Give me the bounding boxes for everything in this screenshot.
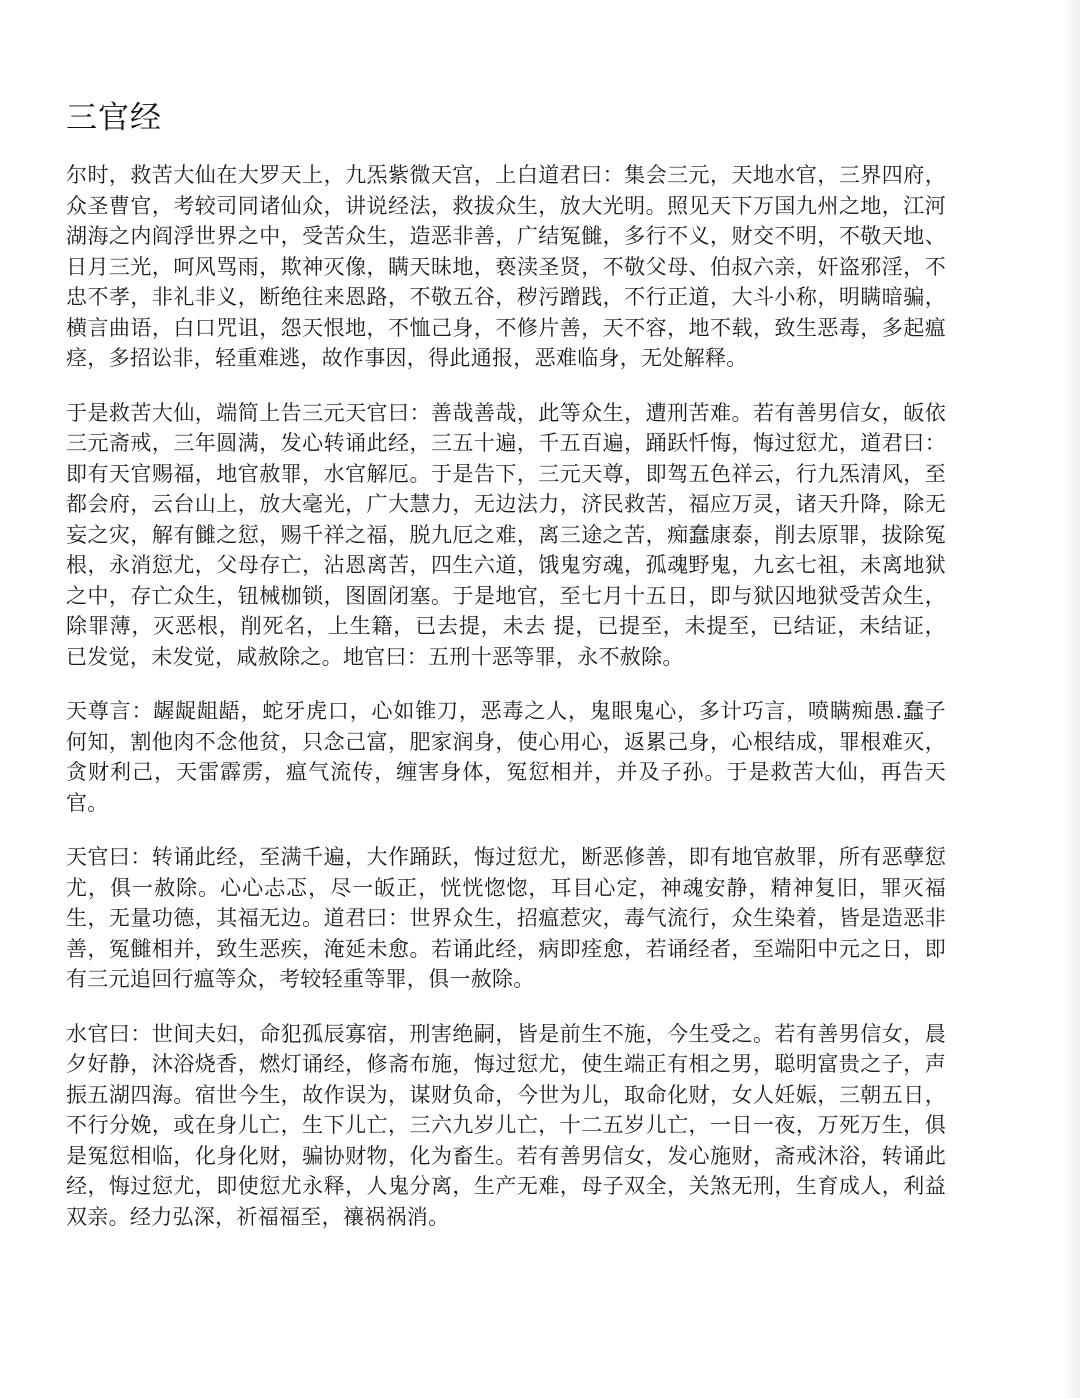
page-edge-shadow (1062, 0, 1080, 1398)
paragraph-2: 于是救苦大仙，端简上告三元天官曰：善哉善哉，此等众生，遭刑苦难。若有善男信女，皈依三元斋戒，三年圆满，发心转诵此经，三五十遍，千五百遍，踊跃忏悔，悔过愆尤，道君曰：即有天官赐福，地官赦罪，水官解厄。于是告下，三元天尊，即驾五色祥云，行九炁清风，至都会府，云台山上，放大毫光，广大慧力，无边法力，济民救苦，福应万灵，诸天升降，除无妄之灾，解有雠之愆，赐千祥之福，脱九厄之难，离三途之苦，痴蠢康泰，削去原罪，拔除冤根，永消愆尤，父母存亡，沾恩离苦，四生六道，饿鬼穷魂，孤魂野鬼，九玄七祖，未离地狱之中，存亡众生，钮械枷锁，图圄闭塞。于是地官，至七月十五日，即与狱囚地狱受苦众生，除罪薄，灭恶根，削死名，上生籍，已去提，未去 提，已提至，未提至，已结证，未结证，已发觉，未发觉，咸赦除之。地官曰：五刑十恶等罪，永不赦除。 (66, 400, 946, 669)
paragraph-5: 水官曰：世间夫妇，命犯孤辰寡宿，刑害绝嗣，皆是前生不施，今生受之。若有善男信女，晨夕好静，沐浴烧香，燃灯诵经，修斋布施，悔过愆尤，使生端正有相之男，聪明富贵之子，声振五湖四海。宿世今生，故作误为，谋财负命，今世为儿，取命化财，女人妊娠，三朝五日，不行分娩，或在身儿亡，生下儿亡，三六九岁儿亡，十二五岁儿亡，一日一夜，万死万生，俱是冤愆相临，化身化财，骗协财物，化为畜生。若有善男信女，发心施财，斋戒沐浴，转诵此经，悔过愆尤，即使愆尤永释，人鬼分离，生产无难，母子双全，关煞无刑，生育成人，利益双亲。经力弘深，祈福福至，禳祸祸消。 (66, 1021, 946, 1229)
document-body (66, 160, 946, 1256)
document-title: 三官经 (66, 100, 162, 136)
paragraph-1: 尔时，救苦大仙在大罗天上，九炁紫微天宫，上白道君曰：集会三元，天地水官，三界四府，众圣曹官，考较司同诸仙众，讲说经法，救拔众生，放大光明。照见天下万国九州之地，江河湖海之内阎浮世界之中，受苦众生，造恶非善，广结冤雠，多行不义，财交不明，不敬天地、日月三光，呵风骂雨，欺神灭像，瞒天昧地，亵渎圣贤，不敬父母、伯叔六亲，奸盗邪淫，不忠不孝，非礼非义，断绝往来恩路，不敬五谷，秽污蹭践，不行正道，大斗小称，明瞒暗骗，横言曲语，白口咒诅，怨天恨地，不恤己身，不修片善，天不容，地不载，致生恶毒，多起瘟痉，多招讼非，轻重难逃，故作事因，得此通报，恶难临身，无处解释。 (66, 163, 946, 370)
paragraph-4: 天官曰：转诵此经，至满千遍，大作踊跃，悔过愆尤，断恶修善，即有地官赦罪，所有恶孽愆尤，俱一赦除。心心忐忑，尽一皈正，恍恍惚惚，耳目心定，神魂安静，精神复旧，罪灭福生，无量功德，其福无边。道君曰：世界众生，招瘟惹灾，毒气流行，众生染着，皆是造恶非善，冤雠相并，致生恶疾，淹延未愈。若诵此经，病即痊愈，若诵经者，至端阳中元之日，即有三元追回行瘟等众，考较轻重等罪，俱一赦除。 (66, 845, 946, 991)
paragraph-3: 天尊言：龌龊龃龉，蛇牙虎口，心如锥刀，恶毒之人，鬼眼鬼心，多计巧言，喷瞒痴愚.蠢子何知，割他肉不念他贫，只念己富，肥家润身，使心用心，返累己身，心根结成，罪根难灭，贪财利己，天雷霹雳，瘟气流传，缠害身体，冤愆相并，并及子孙。于是救苦大仙，再告天官。 (66, 699, 946, 815)
